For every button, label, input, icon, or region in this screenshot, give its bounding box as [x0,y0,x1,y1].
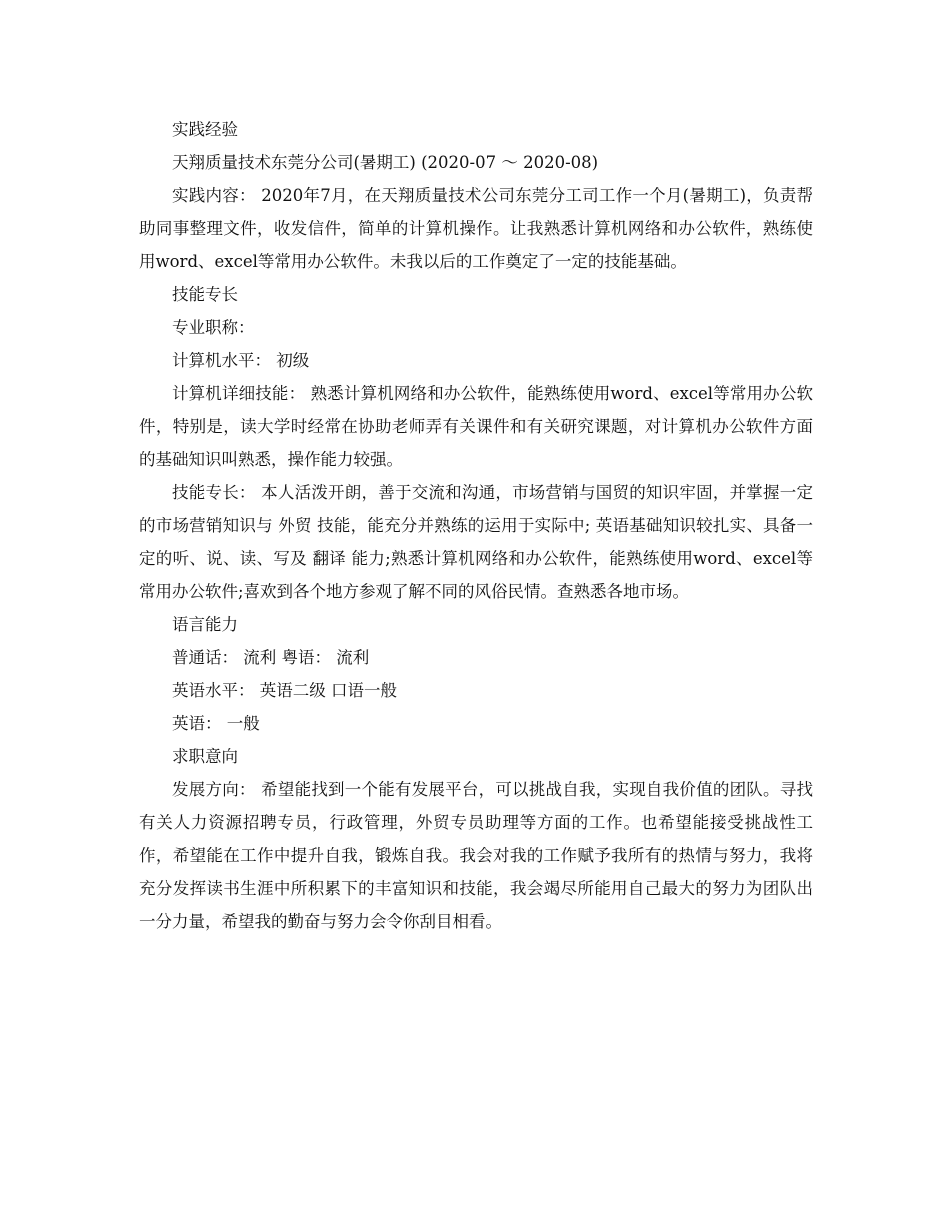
document-body [139,113,813,938]
skills-specialty: 技能专长： 本人活泼开朗，善于交流和沟通，市场营销与国贸的知识牢固，并掌握一定的市场营销知识与 外贸 技能，能充分并熟练的运用于实际中; 英语基础知识较扎实、具备一定的听、说、读、写及 翻译 能力;熟悉计算机网络和办公软件，能熟练使用word、excel等常用办公软件;喜欢到各个地方参观了解不同的风俗民情。查熟悉各地市场。 [139,483,813,601]
practice-company: 天翔质量技术东莞分公司(暑期工) (2020-07 ～ 2020-08) [172,153,599,172]
computer-level: 计算机水平： 初级 [172,351,310,370]
professional-title: 专业职称： [172,318,255,337]
career-direction: 发展方向： 希望能找到一个能有发展平台，可以挑战自我，实现自我价值的团队。寻找有关人力资源招聘专员，行政管理，外贸专员助理等方面的工作。也希望能接受挑战性工作，希望能在工作中提升自我，锻炼自我。我会对我的工作赋予我所有的热情与努力，我将充分发挥读书生涯中所积累下的丰富知识和技能，我会竭尽所能用自己最大的努力为团队出一分力量，希望我的勤奋与努力会令你刮目相看。 [139,780,813,931]
english-level: 英语水平： 英语二级 口语一般 [172,681,397,700]
computer-skills-detail: 计算机详细技能： 熟悉计算机网络和办公软件，能熟练使用word、excel等常用办公软件，特别是，读大学时经常在协助老师弄有关课件和有关研究课题，对计算机办公软件方面的基础知识叫熟悉，操作能力较强。 [139,384,813,469]
mandarin-cantonese: 普通话： 流利 粤语： 流利 [172,648,370,667]
section-heading-language: 语言能力 [172,615,238,634]
section-heading-career: 求职意向 [172,747,238,766]
section-heading-practice: 实践经验 [172,120,238,139]
english: 英语： 一般 [172,714,260,733]
practice-content: 实践内容： 2020年7月，在天翔质量技术公司东莞分工司工作一个月(暑期工)，负责帮助同事整理文件，收发信件，简单的计算机操作。让我熟悉计算机网络和办公软件，熟练使用word、excel等常用办公软件。未我以后的工作奠定了一定的技能基础。 [139,186,813,271]
section-heading-skills: 技能专长 [172,285,238,304]
